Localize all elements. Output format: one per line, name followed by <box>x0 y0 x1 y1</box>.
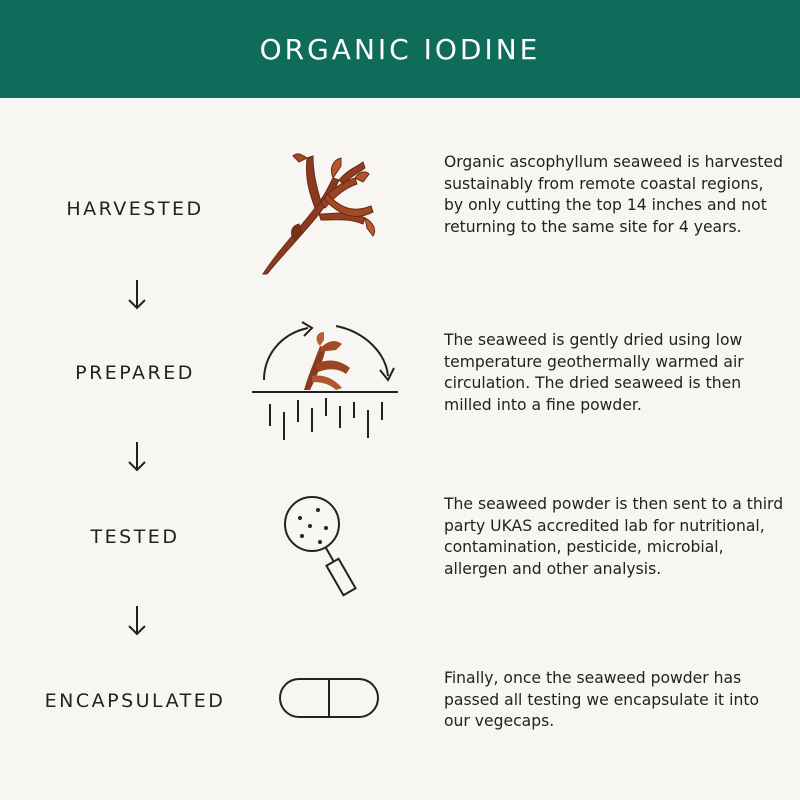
step-label-harvested: HARVESTED <box>66 198 204 220</box>
step-description-tested: The seaweed powder is then sent to a third party UKAS accredited lab for nutritional, contamination, pesticide, microbial, allergen and other analysis. <box>444 495 784 578</box>
capsule-icon <box>278 677 380 719</box>
down-arrow-icon <box>125 440 149 474</box>
down-arrow-icon <box>125 604 149 638</box>
page-title: ORGANIC IODINE <box>259 32 541 66</box>
drying-seaweed-icon <box>250 318 400 443</box>
step-label-tested: TESTED <box>90 526 180 548</box>
step-description-prepared: The seaweed is gently dried using low temperature geothermally warmed air circulation. The dried seaweed is then milled into a fine powder. <box>444 331 744 414</box>
seaweed-image <box>255 148 385 278</box>
magnifying-glass-icon <box>280 492 370 602</box>
down-arrow-icon <box>125 278 149 312</box>
step-description-harvested: Organic ascophyllum seaweed is harvested sustainably from remote coastal regions, by only cutting the top 14 inches and not returning to the same site for 4 years. <box>444 153 783 236</box>
step-label-prepared: PREPARED <box>75 362 195 384</box>
header-banner <box>0 0 800 98</box>
step-label-encapsulated: ENCAPSULATED <box>44 690 226 712</box>
step-description-encapsulated: Finally, once the seaweed powder has passed all testing we encapsulate it into our vegecaps. <box>444 669 759 731</box>
